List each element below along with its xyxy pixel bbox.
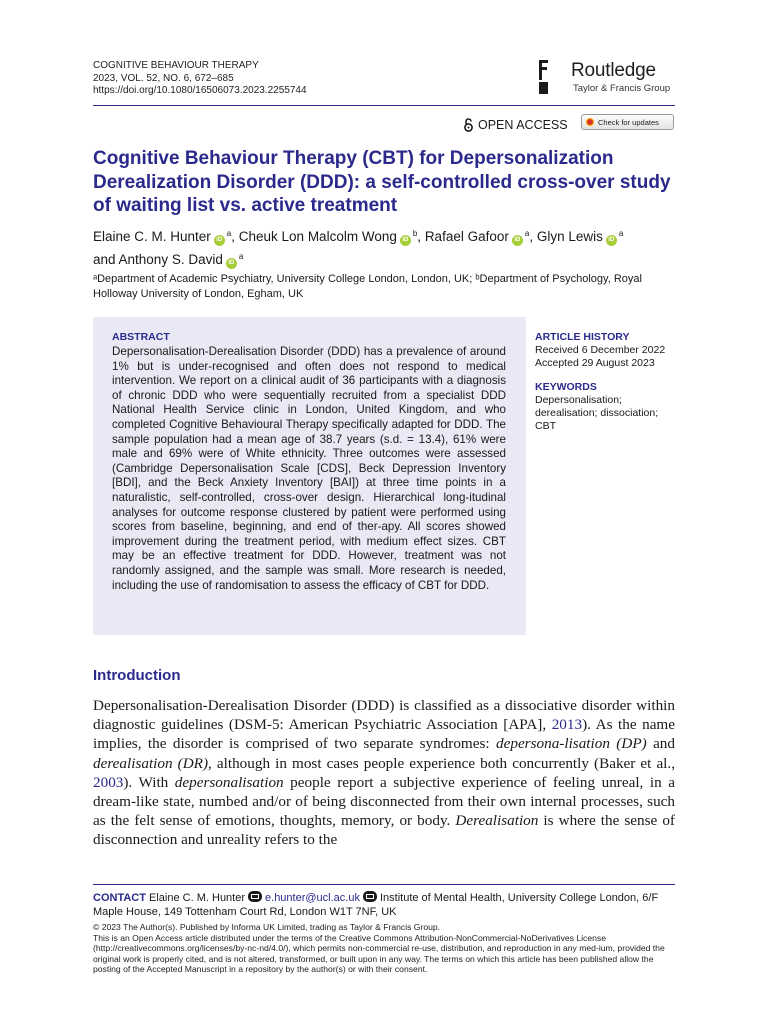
copyright-line: © 2023 The Author(s). Published by Informa UK Limited, trading as Taylor & Francis Group.: [93, 922, 441, 932]
keywords-heading: KEYWORDS: [535, 381, 597, 393]
crossmark-icon: [586, 118, 594, 126]
contact-info: [93, 891, 683, 919]
article-title: Cognitive Behaviour Therapy (CBT) for Depersonalization Derealization Disorder (DDD): a self-controlled cross-over study of waiting list vs. active treatment: [93, 148, 671, 216]
affiliations: ᵃDepartment of Academic Psychiatry, University College London, London, UK; ᵇDepartment of Psychology, Royal Holloway University of London, Egham, UK: [93, 273, 642, 300]
check-updates-label: Check for updates: [598, 117, 659, 127]
contact-email-link[interactable]: e.hunter@ucl.ac.uk: [265, 892, 360, 904]
open-access-label: OPEN ACCESS: [478, 118, 568, 132]
accepted-date: Accepted 29 August 2023: [535, 357, 655, 369]
license-text: [93, 922, 675, 975]
author-name: Elaine C. M. Hunter: [93, 229, 211, 244]
abstract-heading: ABSTRACT: [112, 331, 170, 343]
author-list: Elaine C. M. Hunter $iD^a$, Cheuk Lon Malcolm Wong $iD^b$, Rafael Gafoor $iD^a$, Glyn Lewis $iD^a$ and Anthony S. David $iD^a$: [93, 229, 624, 267]
journal-doi-link[interactable]: https://doi.org/10.1080/16506073.2023.2255744: [93, 85, 307, 96]
journal-meta: [93, 60, 307, 98]
orcid-icon[interactable]: iD: [512, 235, 523, 246]
author-name: Anthony S. David: [118, 252, 223, 267]
email-icon: [248, 891, 262, 902]
keywords-text: Depersonalisation; derealisation; dissociation; CBT: [535, 394, 659, 432]
open-access-badge: [463, 116, 568, 134]
citation-link[interactable]: 2003: [93, 773, 124, 791]
publisher-logo: [537, 58, 677, 98]
open-lock-icon: [463, 118, 474, 132]
orcid-icon[interactable]: iD: [226, 258, 237, 269]
orcid-icon[interactable]: iD: [400, 235, 411, 246]
address-icon: [363, 891, 377, 902]
contact-label: CONTACT: [93, 892, 146, 904]
author-name: Glyn Lewis: [536, 229, 603, 244]
check-updates-button[interactable]: [581, 114, 674, 130]
contact-name: Elaine C. M. Hunter: [149, 892, 246, 904]
received-date: Received 6 December 2022: [535, 344, 666, 356]
introduction-heading: Introduction: [93, 667, 181, 684]
license-body: This is an Open Access article distributed under the terms of the Creative Commons Attribution-NonCommercial-NoDerivatives License (http://creativecommons.org/licenses/by-nc-nd/4.0/), which permits non-commercial re-use, distribution, and reproduction in any med-ium, provided the original work is properly cited, and is not altered, transformed, or built upon in any way. The terms on which this article has been published allow the posting of the Accepted Manuscript in a repository by the author(s) or with their consent.: [93, 932, 665, 975]
contact-address: Institute of Mental Health, University College London, 6/F Maple House, 149 Tottenham Court Rd, London W1T 7NF, UK: [93, 892, 659, 918]
publisher-sub: Taylor & Francis Group: [573, 83, 671, 94]
orcid-icon[interactable]: iD: [606, 235, 617, 246]
abstract-text: Depersonalisation-Derealisation Disorder (DDD) has a prevalence of around 1% but is under-recognised and often does not respond to medical intervention. We report on a clinical audit of 36 participants with a diagnosis of chronic DDD who were sequentially recruited from a specialist DDD National Health Service clinic in London, United Kingdom, and who completed Cognitive Behavioural Therapy specifically adapted for DDD. The sample population had a mean age of 38.7 years (s.d. = 13.4), 61% were male and 69% were of White ethnicity. Three outcomes were assessed (Cambridge Depersonalisation Scale [CDS], Beck Depression Inventory [BDI], and the Beck Anxiety Inventory [BAI]) at three time points in a naturalistic, self-controlled, cross-over design. Hierarchical long-itudinal analyses for outcome response clustered by patient were performed using scores from baseline, beginning, and end of ther-apy. All scores showed improvement during the treatment period, with medium effect sizes. CBT may be an effective treatment for DDD. However, treatment was not randomly assigned, and the sample was small. More research is needed, including the use of randomisation to assess the efficacy of CBT for DDD.: [112, 345, 506, 592]
orcid-icon[interactable]: iD: [214, 235, 225, 246]
introduction-body: Depersonalisation-Derealisation Disorder (DDD) is classified as a dissociative disorder within diagnostic guidelines (DSM-5: American Psychiatric Association [APA], 2013). As the name implies, the disorder is comprised of two separate syndromes: depersona-lisation (DP) and derealisation (DR), although in most cases people experience both concurrently (Baker et al., 2003). With depersonalisation people report a subjective experience of feeling unreal, in a dream-like state, numbed and/or of being disconnected from their own internal processes, such as the felt sense of emotions, thoughts, memory, or body. Derealisation is where the sense of disconnection and unreality refers to the: [93, 697, 676, 849]
publisher-name: Routledge: [571, 60, 656, 81]
footer-rule: [93, 884, 675, 885]
journal-volume: 2023, VOL. 52, NO. 6, 672–685: [93, 72, 234, 84]
author-name: Rafael Gafoor: [424, 229, 509, 244]
journal-name: COGNITIVE BEHAVIOUR THERAPY: [93, 60, 259, 71]
article-history-heading: ARTICLE HISTORY: [535, 331, 630, 343]
author-name: Cheuk Lon Malcolm Wong: [238, 229, 397, 244]
citation-link[interactable]: 2013: [551, 716, 583, 734]
header-rule: [93, 105, 675, 106]
routledge-mark-icon: [537, 58, 551, 96]
